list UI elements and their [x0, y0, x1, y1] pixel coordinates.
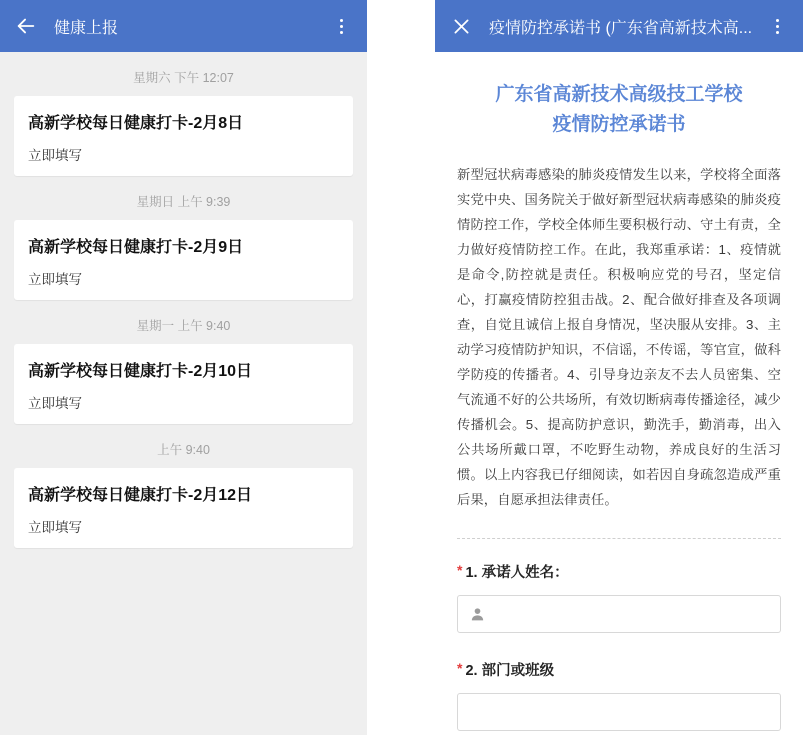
right-app-bar-title: 疫情防控承诺书 (广东省高新技术高...	[489, 19, 753, 37]
close-icon[interactable]	[447, 12, 475, 40]
required-marker: *	[457, 562, 463, 578]
health-card-title: 高新学校每日健康打卡-2月9日	[28, 239, 244, 256]
list-item	[14, 316, 353, 424]
message-timestamp: 上午 9:40	[157, 443, 210, 457]
left-phone-screen	[0, 0, 367, 735]
health-card[interactable]	[14, 468, 353, 548]
required-marker: *	[457, 660, 463, 676]
more-vertical-icon[interactable]	[327, 12, 355, 40]
commitment-text: 新型冠状病毒感染的肺炎疫情发生以来，学校将全面落实党中央、国务院关于做好新型冠状病毒感染的肺炎疫情防控工作，学校全体师生要积极行动、守土有责，全力做好疫情防控工作。在此，我郑重承诺：1、疫情就是命令,防控就是责任。积极响应党的号召，坚定信心，打赢疫情防控狙击战。2、配合做好排查及各项调查，自觉且诚信上报自身情况，坚决服从安排。3、主动学习疫情防护知识，不信谣，不传谣，等官宣，做科学防疫的传播者。4、引导身边亲友不去人员密集、空气流通不好的公共场所，有效切断病毒传播途径，减少传播机会。5、提高防护意识，勤洗手，勤消毒，出入公共场所戴口罩，不吃野生动物，养成良好的生活习惯。以上内容我已仔细阅读，如若因自身疏忽造成严重后果，自愿承担法律责任。	[457, 167, 781, 507]
field-name-input-wrapper	[457, 595, 781, 633]
form-title	[457, 80, 781, 140]
field-name	[457, 561, 781, 633]
list-item	[14, 440, 353, 548]
field-name-label-text: 1. 承诺人姓名：	[465, 565, 569, 581]
message-timestamp: 星期一 上午 9:40	[136, 319, 231, 333]
left-app-bar	[0, 0, 367, 52]
arrow-left-icon[interactable]	[12, 12, 40, 40]
health-card[interactable]	[14, 220, 353, 300]
health-card[interactable]	[14, 344, 353, 424]
section-divider	[457, 538, 781, 539]
form-body[interactable]	[435, 52, 803, 735]
form-title-line1: 广东省高新技术高级技工学校	[495, 84, 743, 105]
health-card-action[interactable]: 立即填写	[28, 396, 82, 411]
field-department-label	[457, 659, 781, 680]
screen-divider	[367, 0, 435, 735]
health-card[interactable]	[14, 96, 353, 176]
message-timestamp: 星期日 上午 9:39	[136, 195, 231, 209]
message-list[interactable]	[0, 52, 367, 735]
right-app-bar	[435, 0, 803, 52]
left-app-bar-title: 健康上报	[54, 19, 119, 37]
health-card-title: 高新学校每日健康打卡-2月8日	[28, 115, 244, 132]
message-timestamp: 星期六 下午 12:07	[133, 71, 234, 85]
field-name-label	[457, 561, 781, 582]
right-phone-screen	[435, 0, 803, 735]
list-item	[14, 68, 353, 176]
health-card-action[interactable]: 立即填写	[28, 520, 82, 535]
health-card-title: 高新学校每日健康打卡-2月12日	[28, 487, 253, 504]
name-field[interactable]	[457, 595, 781, 633]
field-department-label-text: 2. 部门或班级	[465, 663, 555, 679]
health-card-title: 高新学校每日健康打卡-2月10日	[28, 363, 253, 380]
list-item	[14, 192, 353, 300]
health-card-action[interactable]: 立即填写	[28, 148, 82, 163]
field-department	[457, 659, 781, 731]
health-card-action[interactable]: 立即填写	[28, 272, 82, 287]
more-vertical-icon[interactable]	[763, 12, 791, 40]
department-field[interactable]	[457, 693, 781, 731]
form-title-line2: 疫情防控承诺书	[552, 114, 686, 135]
